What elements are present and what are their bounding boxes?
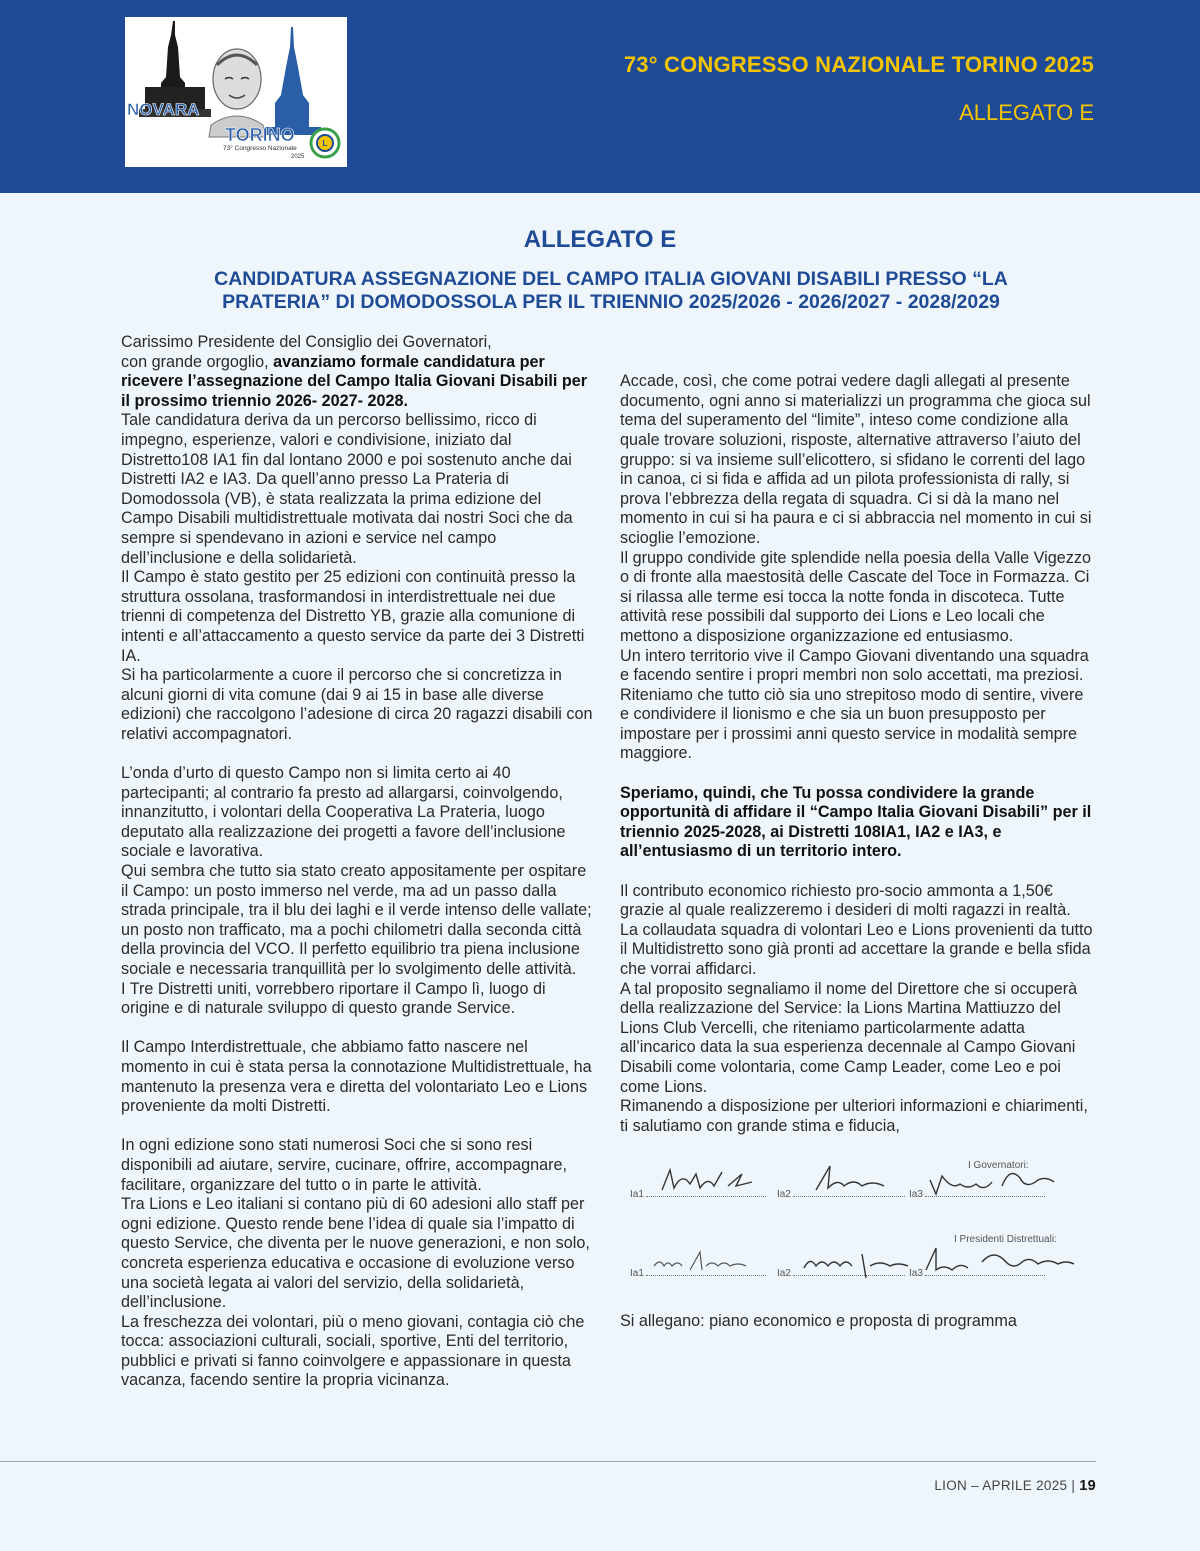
presidents-label: I Presidenti Distrettuali: bbox=[954, 1234, 1057, 1246]
paragraph: La collaudata squadra di volontari Leo e Lions provenienti da tutto il Multidistretto sono già pronti ad accettare la grande e bella sfida che vorrai affidarci. bbox=[620, 920, 1093, 978]
page-number: 19 bbox=[1079, 1478, 1096, 1494]
paragraph-gap bbox=[121, 1117, 596, 1137]
paragraph: Tra Lions e Leo italiani si contano più di 60 adesioni allo staff per ogni edizione. Questo rende bene l’idea di quale sia l’impatto di questo Service, che diventa per le nuove generazioni, e non solo, concreta esperienza educativa e occasione di evoluzione verso una società legata ai valori del servizio, della solidarietà, dell’inclusione. bbox=[121, 1195, 590, 1312]
signature-governor-ia3 bbox=[926, 1160, 1066, 1200]
paragraph-gap bbox=[620, 862, 1095, 882]
paragraph: Carissimo Presidente del Consiglio dei Governatori, bbox=[121, 333, 492, 351]
logo-illustration bbox=[125, 17, 347, 167]
footer-divider bbox=[0, 1461, 1096, 1462]
paragraph: Accade, così, che come potrai vedere dagli allegati al presente documento, ogni anno si materializzi un programma che gioca sul tema del superamento del “limite”, inteso come condizione alla quale trovare soluzioni, risposte, alternative attraverso l’aiuto del gruppo: si va insieme sull’elicottero, si sfidano le correnti del lago in canoa, ci si fida e affida ad un pilota professionista di rally, si prova l’ebbrezza della regata di squadra. Ci si dà la mano nel momento in cui si ha paura e ci si abbraccia nel momento in cui si scioglie l’emozione. bbox=[620, 372, 1092, 547]
governor-label-ia1: Ia1 bbox=[630, 1189, 644, 1201]
signature-president-ia2 bbox=[800, 1244, 920, 1280]
congress-title: 73° CONGRESSO NAZIONALE TORINO 2025 bbox=[623, 52, 1094, 77]
document-title: ALLEGATO E bbox=[523, 226, 677, 253]
subtitle-line-1: CANDIDATURA ASSEGNAZIONE DEL CAMPO ITALIA GIOVANI DISABILI PRESSO “LA bbox=[214, 268, 1008, 290]
congress-logo bbox=[125, 17, 347, 167]
paragraph: Il contributo economico richiesto pro-socio ammonta a 1,50€ grazie al quale realizzeremo i desideri di molti ragazzi in realtà. bbox=[620, 881, 1071, 920]
subtitle-line-2: PRATERIA” DI DOMODOSSOLA PER IL TRIENNIO 2025/2026 - 2026/2027 - 2028/2029 bbox=[222, 291, 1000, 313]
paragraph: Il Campo è stato gestito per 25 edizioni con continuità presso la struttura ossolana, trasformandosi in interdistrettuale nei due trienni di competenza del Distretto YB, grazie alla comunione di intenti e all’attaccamento a questo service da parte dei 3 Distretti IA. bbox=[121, 568, 585, 665]
paragraph-bold: Speriamo, quindi, che Tu possa condividere la grande opportunità di affidare il “Campo Italia Giovani Disabili” per il triennio 2025-2028, ai Distretti 108IA1, IA2 e IA3, e all’entusiasmo di un territorio intero. bbox=[620, 783, 1092, 861]
magazine-issue: LION – APRILE 2025 | bbox=[934, 1478, 1076, 1493]
svg-text:73° Congresso Nazionale: 73° Congresso Nazionale bbox=[223, 145, 297, 152]
paragraph: Il Campo Interdistrettuale, che abbiamo fatto nascere nel momento in cui è stata persa la connotazione Multidistrettuale, ha mantenuto la presenza vera e diretta del volontariato Leo e Lions proveniente da molti Distretti. bbox=[121, 1038, 592, 1116]
paragraph-gap bbox=[620, 764, 1095, 784]
paragraph: Si ha particolarmente a cuore il percorso che si concretizza in alcuni giorni di vita comune (dai 9 ai 15 in base alle diverse edizioni) che raccolgono l’adesione di circa 20 ragazzi disabili con relativi accompagnatori. bbox=[121, 666, 593, 743]
svg-text:2025: 2025 bbox=[291, 154, 305, 160]
paragraph: In ogni edizione sono stati numerosi Soci che si sono resi disponibili ad aiutare, servire, cucinare, offrire, accompagnare, facilitare, organizzare del tutto o in parte le attività. bbox=[121, 1136, 567, 1194]
governor-label-ia2: Ia2 bbox=[777, 1189, 791, 1201]
governor-label-ia3: Ia3 bbox=[909, 1189, 923, 1201]
paragraph: Il gruppo condivide gite splendide nella poesia della Valle Vigezzo o di fronte alla maestosità delle Cascate del Toce in Formazza. Ci si rilassa alle terme esi tocca la notte fonda in discoteca. Tutte attività rese possibili dal supporto dei Lions e Leo locali che mettono a disposizione organizzazione ed entusiasmo. bbox=[620, 548, 1091, 645]
paragraph: A tal proposito segnaliamo il nome del Direttore che si occuperà della realizzazione del Service: la Lions Martina Mattiuzzo del Lions Club Vercelli, che riteniamo particolarmente adatta all’incarico data la sua esperienza decennale al Campo Giovani Disabili come volontaria, come Camp Leader, come Leo e poi come Lions. bbox=[620, 979, 1078, 1096]
president-label-ia1: Ia1 bbox=[630, 1268, 644, 1280]
paragraph: Tale candidatura deriva da un percorso bellissimo, ricco di impegno, esperienze, valori e condivisione, iniziato dal Distretto108 IA1 fin dal lontano 2000 e poi sostenuto anche dai Distretti IA2 e IA3. Da quell’anno presso La Prateria di Domodossola (VB), è stata realizzata la prima edizione del Campo Disabili multidistrettuale motivata dai nostri Soci che da sempre si spendevano in azioni e service nel campo dell’inclusione e della solidarietà. bbox=[121, 411, 573, 567]
signature-president-ia3 bbox=[922, 1240, 1082, 1280]
paragraph-bold-text: avanziamo formale candidatura per ricevere l’assegnazione del Campo Italia Giovani Disabili per il prossimo triennio 2026- 2027- 2028. bbox=[121, 352, 588, 410]
svg-text:NOVARA: NOVARA bbox=[127, 100, 200, 119]
paragraph: Rimanendo a disposizione per ulteriori informazioni e chiarimenti, ti salutiamo con grande stima e fiducia, bbox=[620, 1097, 1088, 1135]
paragraph: I Tre Distretti uniti, vorrebbero riportare il Campo lì, luogo di origine e di naturale sviluppo di questo grande Service. bbox=[121, 979, 546, 1018]
page-header bbox=[0, 0, 1200, 193]
document-subtitle bbox=[140, 268, 1082, 314]
signature-line bbox=[793, 1196, 905, 1197]
governors-label: I Governatori: bbox=[968, 1160, 1029, 1172]
paragraph: La freschezza dei volontari, più o meno giovani, contagia ciò che tocca: associazioni culturali, sociali, sportive, Enti del territorio, pubblici e privati si fanno coinvolgere e appassionare in questa vacanza, facendo sentire la propria vicinanza. bbox=[121, 1312, 585, 1390]
section-label: ALLEGATO E bbox=[959, 100, 1094, 125]
paragraph-text: con grande orgoglio, bbox=[121, 352, 274, 371]
signatures-block bbox=[620, 1152, 1095, 1312]
paragraph: Qui sembra che tutto sia stato creato appositamente per ospitare il Campo: un posto immerso nel verde, ma ad un passo dalla strada principale, tra il blu dei laghi e il verde intenso delle vallate; un posto non trafficato, ma a pochi chilometri dalla seconda città della provincia del VCO. Il perfetto equilibrio tra piena inclusione sociale e necessaria tranquillità per lo svolgimento delle attività. bbox=[121, 862, 592, 978]
paragraph: Un intero territorio vive il Campo Giovani diventando una squadra e facendo sentire i propri membri non solo accettati, ma preziosi. bbox=[620, 646, 1089, 685]
page-footer bbox=[934, 1478, 1096, 1494]
signature-governor-ia2 bbox=[810, 1160, 900, 1196]
right-column bbox=[620, 333, 1095, 1332]
paragraph: L’onda d’urto di questo Campo non si limita certo ai 40 partecipanti; al contrario fa presto ad allargarsi, coinvolgendo, innanzitutto, i volontari della Cooperativa La Prateria, luogo deputato alla realizzazione dei progetti a favore dell’inclusione sociale e lavorativa. bbox=[121, 764, 566, 861]
paragraph-gap bbox=[620, 353, 1095, 373]
paragraph-gap bbox=[121, 744, 596, 764]
attachments-note: Si allegano: piano economico e proposta di programma bbox=[620, 1312, 1017, 1331]
paragraph bbox=[121, 353, 596, 412]
left-column bbox=[121, 333, 596, 1391]
svg-text:TORINO: TORINO bbox=[225, 125, 295, 145]
signature-governor-ia1 bbox=[656, 1162, 766, 1198]
president-label-ia3: Ia3 bbox=[909, 1268, 923, 1280]
paragraph-gap bbox=[620, 333, 1095, 353]
paragraph-gap bbox=[121, 1019, 596, 1039]
president-label-ia2: Ia2 bbox=[777, 1268, 791, 1280]
signature-president-ia1 bbox=[650, 1244, 770, 1280]
paragraph: Riteniamo che tutto ciò sia uno strepitoso modo di sentire, vivere e condividere il lionismo e che sia un buon presupposto per impostare per i prossimi anni questo service in modalità sempre maggiore. bbox=[620, 685, 1084, 763]
svg-text:L: L bbox=[322, 139, 328, 148]
